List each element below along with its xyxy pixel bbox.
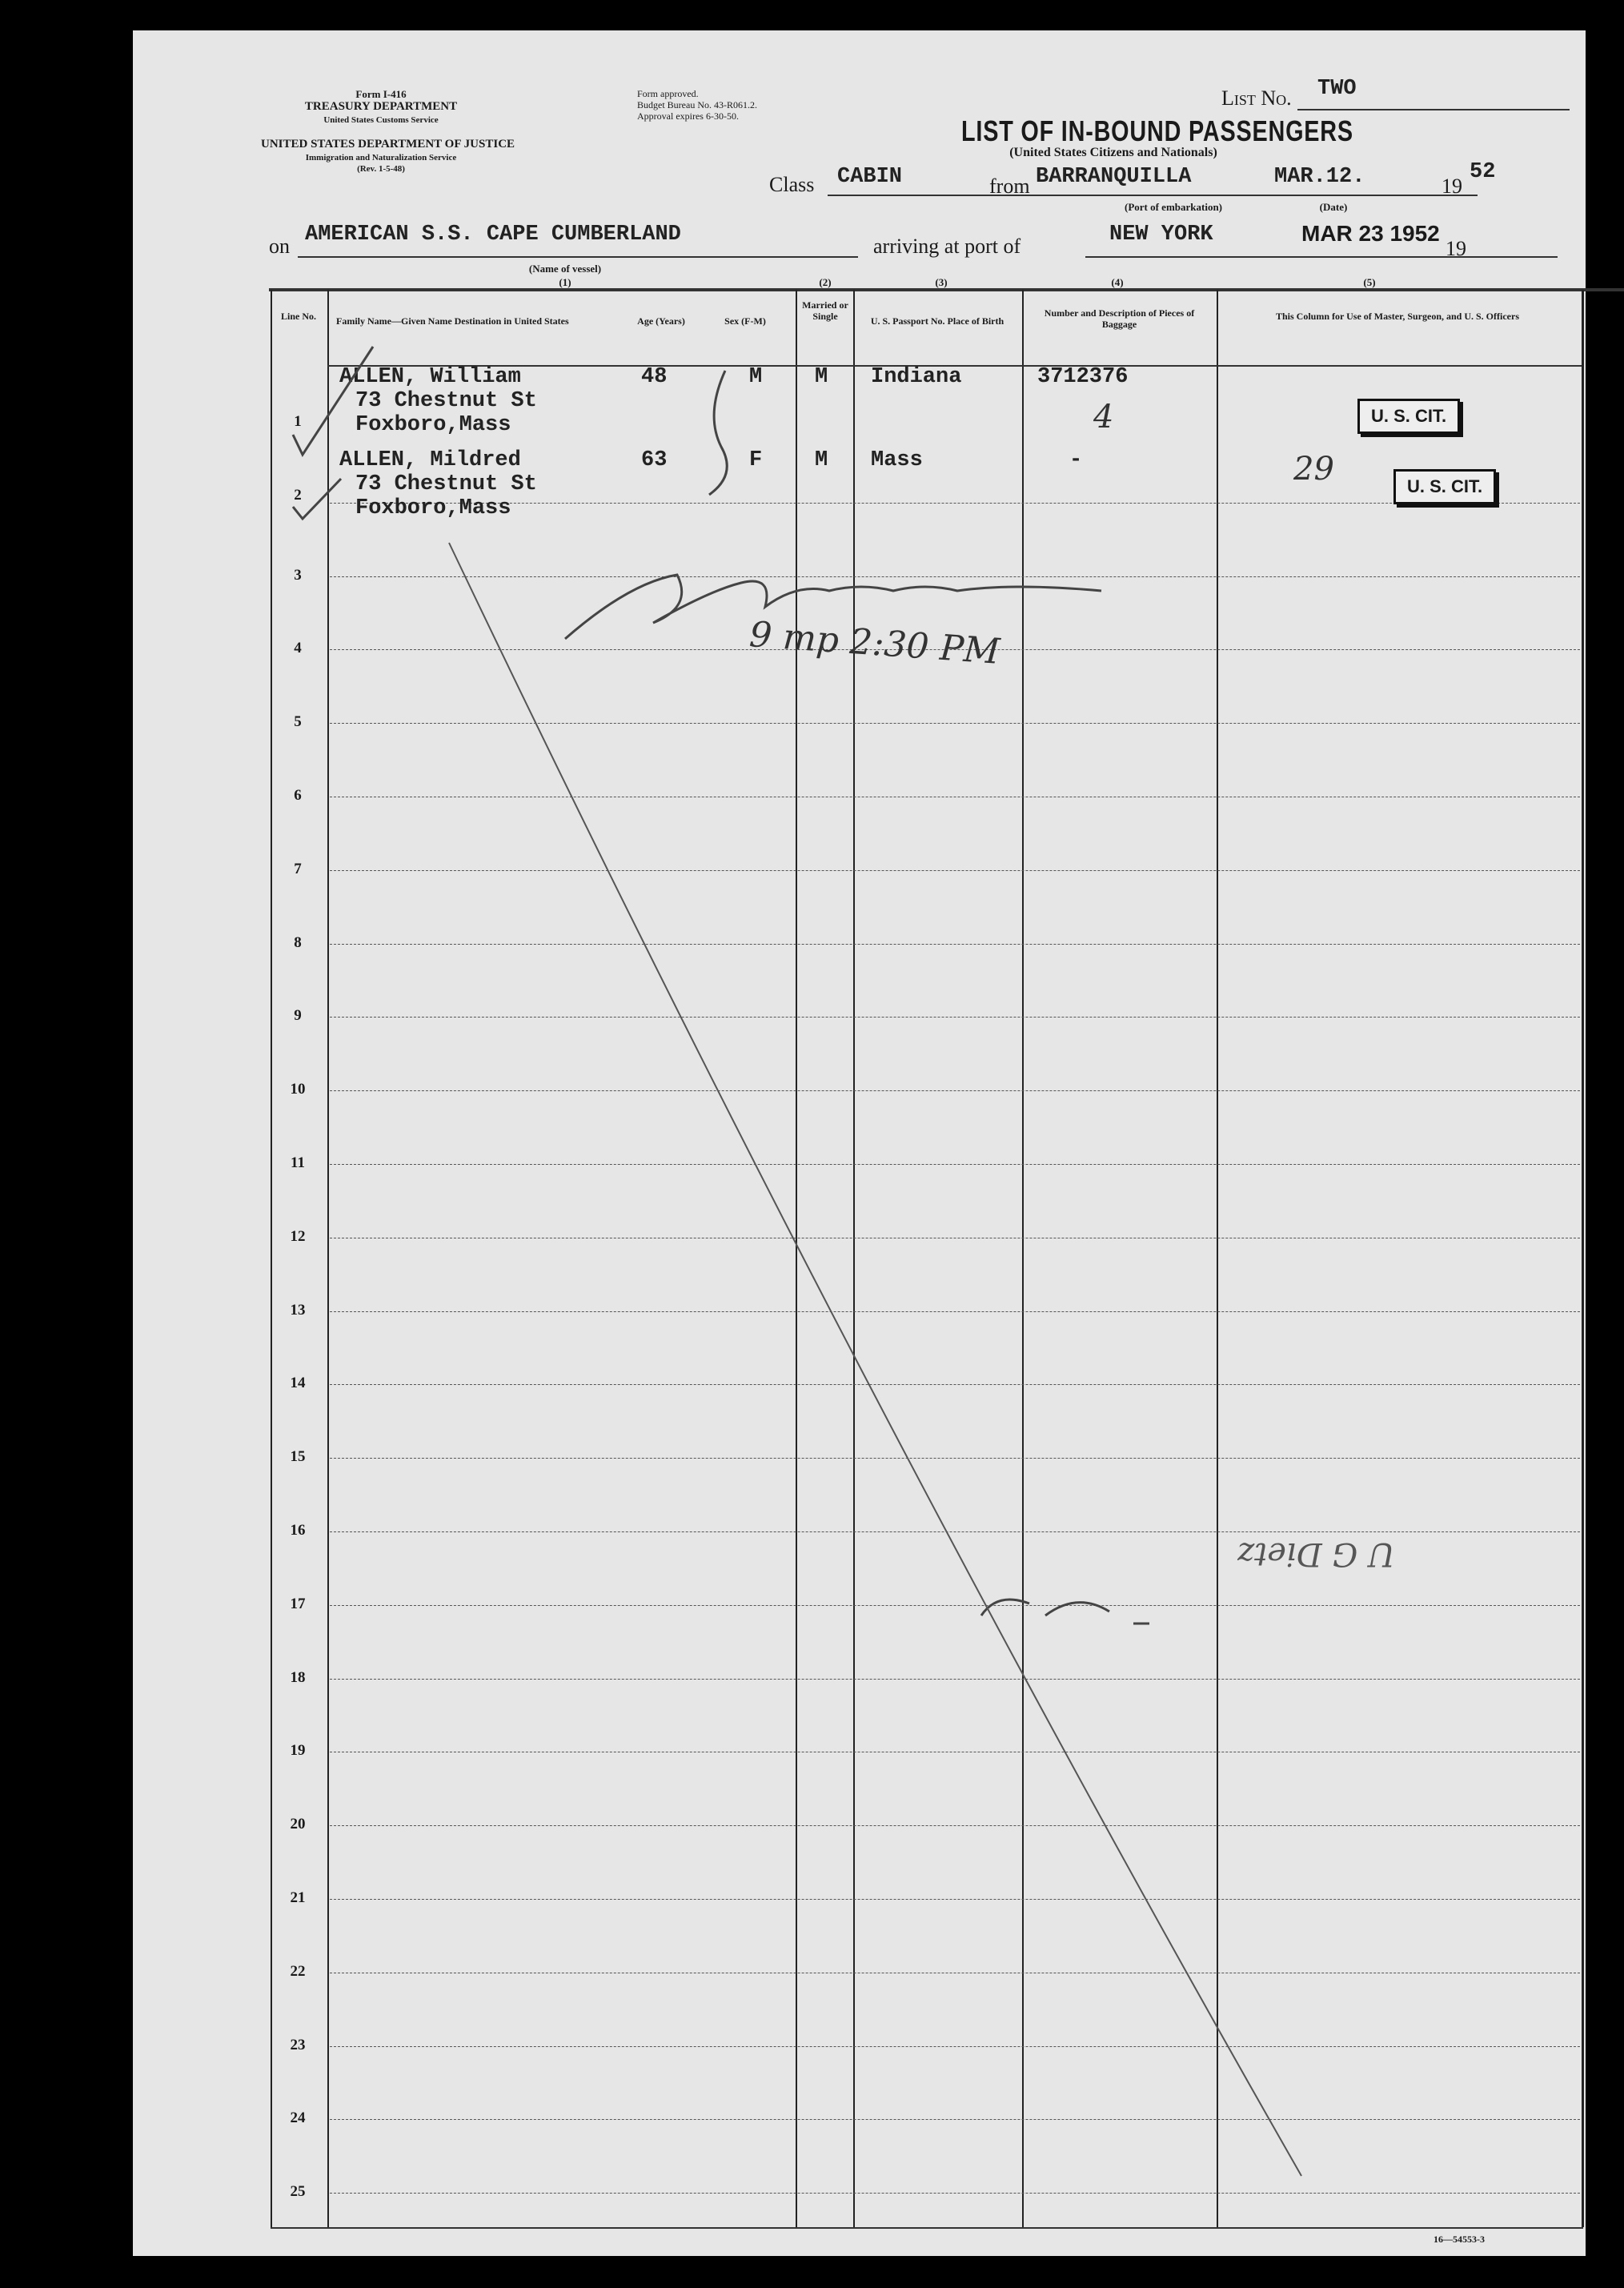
row-rule [330,1458,1580,1459]
col-header-officers: This Column for Use of Master, Surgeon, and U. S. Officers [1275,311,1519,322]
passenger-address: 73 Chestnut St [355,472,537,496]
row-rule [330,944,1580,945]
col-number-1: (1) [559,276,571,288]
treasury-dept: TREASURY DEPARTMENT [304,100,458,113]
vessel-name: AMERICAN S.S. CAPE CUMBERLAND [305,223,681,247]
citizen-stamp: U. S. CIT. [1393,469,1496,504]
line-number: 2 [294,486,302,504]
line-number: 7 [294,860,302,877]
line-number: 25 [290,2183,306,2201]
line-number: 14 [290,1375,306,1392]
col-number-5: (5) [1363,276,1376,288]
customs-service: United States Customs Service [323,115,439,125]
vessel-caption: (Name of vessel) [528,263,602,275]
time-note: 9 mp 2:30 PM [748,614,1001,672]
col-header-sex: Sex (F-M) [724,315,766,327]
col-header-line: Line No. [280,311,316,322]
line-number: 3 [294,566,302,584]
bottom-initials: U G Dietz [1237,1535,1395,1572]
print-code: 16—54553-3 [1434,2234,1485,2245]
arrival-date-stamp: MAR 23 1952 [1301,221,1440,246]
on-label: on [269,235,290,258]
officer-note: 29 [1293,451,1334,488]
arrival-year-prefix: 19 [1446,237,1466,260]
passenger-married: M [815,365,828,389]
line-number: 5 [294,713,302,731]
line-number: 17 [290,1595,306,1612]
row-rule [330,1605,1580,1606]
line-number: 15 [290,1448,306,1466]
document-subtitle: (United States Citizens and Nationals) [1009,146,1217,159]
year-value: 52 [1470,160,1496,184]
line-number: 13 [290,1301,306,1319]
revision: (Rev. 1-5-48) [357,164,405,174]
passenger-married: M [815,448,828,472]
passenger-age: 63 [641,448,668,472]
passenger-age: 48 [641,365,668,389]
passenger-address: 73 Chestnut St [355,389,537,413]
line-number: 12 [290,1227,306,1245]
line-number: 22 [290,1962,306,1980]
cancel-slash [449,543,1301,2176]
row-rule [330,1017,1580,1018]
passenger-sex: F [749,448,763,472]
row-rule [330,1384,1580,1385]
row-rule [330,1899,1580,1900]
row-rule [330,1679,1580,1680]
from-value: BARRANQUILLA [1036,165,1192,189]
approval-line-1: Form approved. [637,88,699,99]
col-header-passport: U. S. Passport No. Place of Birth [870,315,1004,327]
embark-date: MAR.12. [1274,165,1365,189]
approval-line-3: Approval expires 6-30-50. [637,110,739,122]
arrival-port: NEW YORK [1109,223,1213,247]
line-number: 18 [290,1668,306,1686]
list-no-label: List No. [1221,86,1292,110]
document-title: LIST OF IN-BOUND PASSENGERS [961,114,1353,147]
date-caption: (Date) [1319,201,1348,213]
line-number: 6 [294,787,302,804]
row-rule [330,576,1580,577]
line-number: 24 [290,2109,306,2127]
row-rule [330,503,1580,504]
col-header-name: Family Name—Given Name Destination in United States [336,315,569,327]
row-rule [330,723,1580,724]
passenger-city: Foxboro,Mass [355,496,511,520]
row-rule [330,1531,1580,1532]
form-number: Form I-416 [355,88,407,100]
initial-scrawl [981,1600,1149,1624]
line-number: 10 [290,1081,306,1098]
justice-dept: UNITED STATES DEPARTMENT OF JUSTICE [261,138,515,151]
row-rule [330,1090,1580,1091]
class-label: Class [769,173,815,196]
line-number: 19 [290,1742,306,1760]
from-caption: (Port of embarkation) [1124,201,1223,213]
passenger-birthplace: Mass [871,448,923,472]
passenger-sex: M [749,365,763,389]
row-rule [330,2046,1580,2047]
col-header-baggage: Number and Description of Pieces of Baggage [1044,307,1195,330]
row-rule [330,1164,1580,1165]
line-number: 9 [294,1007,302,1025]
from-label: from [989,175,1030,198]
approval-line-2: Budget Bureau No. 43-R061.2. [637,99,757,110]
col-number-4: (4) [1111,276,1124,288]
row-rule [330,1311,1580,1312]
line-number: 16 [290,1522,306,1539]
passenger-birthplace: Indiana [871,365,962,389]
passenger-baggage: - [1069,448,1083,472]
col-number-3: (3) [935,276,948,288]
line-number: 8 [294,933,302,951]
row-rule [330,870,1580,871]
class-value: CABIN [837,165,903,189]
line-number: 21 [290,1889,306,1906]
ins-service: Immigration and Naturalization Service [305,153,457,163]
row-rule [330,2119,1580,2120]
baggage-handwritten: 4 [1093,399,1114,436]
row-rule [330,1825,1580,1826]
arriving-label: arriving at port of [873,235,1021,258]
citizen-stamp: U. S. CIT. [1357,399,1460,434]
line-number: 20 [290,1816,306,1833]
passenger-baggage: 3712376 [1037,365,1129,389]
line-number: 1 [294,413,302,430]
col-header-married: Married or Single [802,299,848,322]
line-number: 11 [291,1154,305,1171]
passenger-name: ALLEN, William [339,365,521,389]
list-no-value: TWO [1317,77,1357,101]
line-number: 4 [294,640,302,657]
bracket-mark [709,371,727,495]
passenger-manifest-page [133,30,1586,2256]
passenger-name: ALLEN, Mildred [339,448,521,472]
line-number: 23 [290,2036,306,2053]
col-header-age: Age (Years) [637,315,685,327]
col-number-2: (2) [819,276,832,288]
passenger-city: Foxboro,Mass [355,413,511,437]
year-prefix: 19 [1442,175,1462,198]
handwriting-overlay [133,30,1586,2256]
row-rule [330,2193,1580,2194]
